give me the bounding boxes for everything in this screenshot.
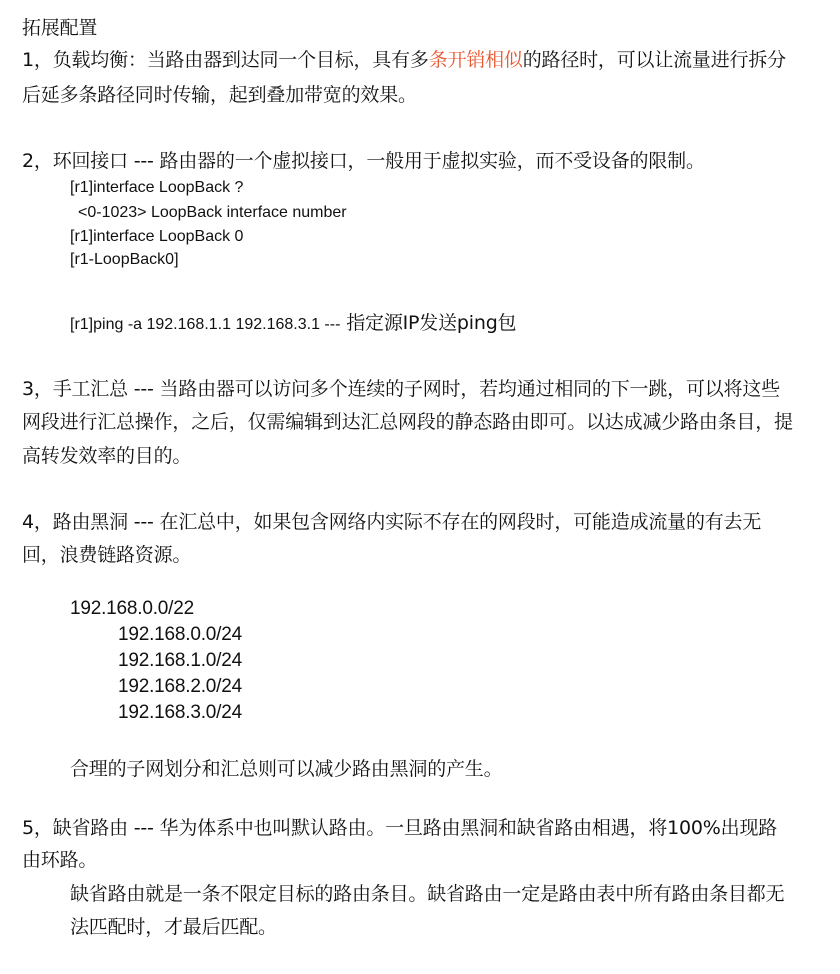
subnet-item: 192.168.3.0/24 [118, 702, 242, 723]
section-5-line-2: 由环路。 [22, 849, 98, 871]
loopback-cmd-3: [r1]interface LoopBack 0 [70, 228, 244, 245]
section-3-line-3: 高转发效率的目的。 [22, 445, 192, 467]
section-3-line-2: 网段进行汇总操作，之后，仅需编辑到达汇总网段的静态路由即可。以达成减少路由条目，提 [22, 411, 793, 433]
summary-network: 192.168.0.0/22 [70, 598, 194, 619]
loopback-cmd-1: [r1]interface LoopBack ? [70, 179, 244, 196]
subnet-item: 192.168.1.0/24 [118, 650, 242, 671]
section-1-text-a: 1，负载均衡：当路由器到达同一个目标，具有多 [22, 49, 429, 71]
section-1-line-1 [22, 48, 786, 72]
loopback-cmd-4: [r1-LoopBack0] [70, 251, 179, 268]
section-3-line-1: 3，手工汇总 --- 当路由器可以访问多个连续的子网时，若均通过相同的下一跳，可以将这些 [22, 378, 780, 400]
section-5-line-4: 法匹配时，才最后匹配。 [70, 916, 277, 938]
section-1-line-2: 后延多条路径同时传输，起到叠加带宽的效果。 [22, 84, 417, 106]
section-2-heading: 2，环回接口 --- 路由器的一个虚拟接口，一般用于虚拟实验，而不受设备的限制。 [22, 150, 705, 172]
section-4-line-2: 回，浪费链路资源。 [22, 544, 192, 566]
ping-command: [r1]ping -a 192.168.1.1 192.168.3.1 --- [70, 316, 341, 333]
loopback-cmd-2: <0-1023> LoopBack interface number [78, 204, 347, 221]
section-4-note: 合理的子网划分和汇总则可以减少路由黑洞的产生。 [70, 758, 503, 780]
section-5-line-3: 缺省路由就是一条不限定目标的路由条目。缺省路由一定是路由表中所有路由条目都无 [70, 883, 785, 905]
subnet-item: 192.168.2.0/24 [118, 676, 242, 697]
section-5-line-1: 5，缺省路由 --- 华为体系中也叫默认路由。一旦路由黑洞和缺省路由相遇，将100%出现路 [22, 817, 778, 839]
ping-note: 指定源IP发送ping包 [340, 312, 517, 334]
section-1-highlight: 条开销相似 [428, 49, 523, 71]
section-1-text-b: 的路径时，可以让流量进行拆分 [522, 49, 786, 71]
doc-title: 拓展配置 [22, 17, 98, 39]
ping-command-line [70, 311, 516, 335]
subnet-item: 192.168.0.0/24 [118, 624, 242, 645]
section-4-line-1: 4，路由黑洞 --- 在汇总中，如果包含网络内实际不存在的网段时，可能造成流量的有去无 [22, 511, 762, 533]
